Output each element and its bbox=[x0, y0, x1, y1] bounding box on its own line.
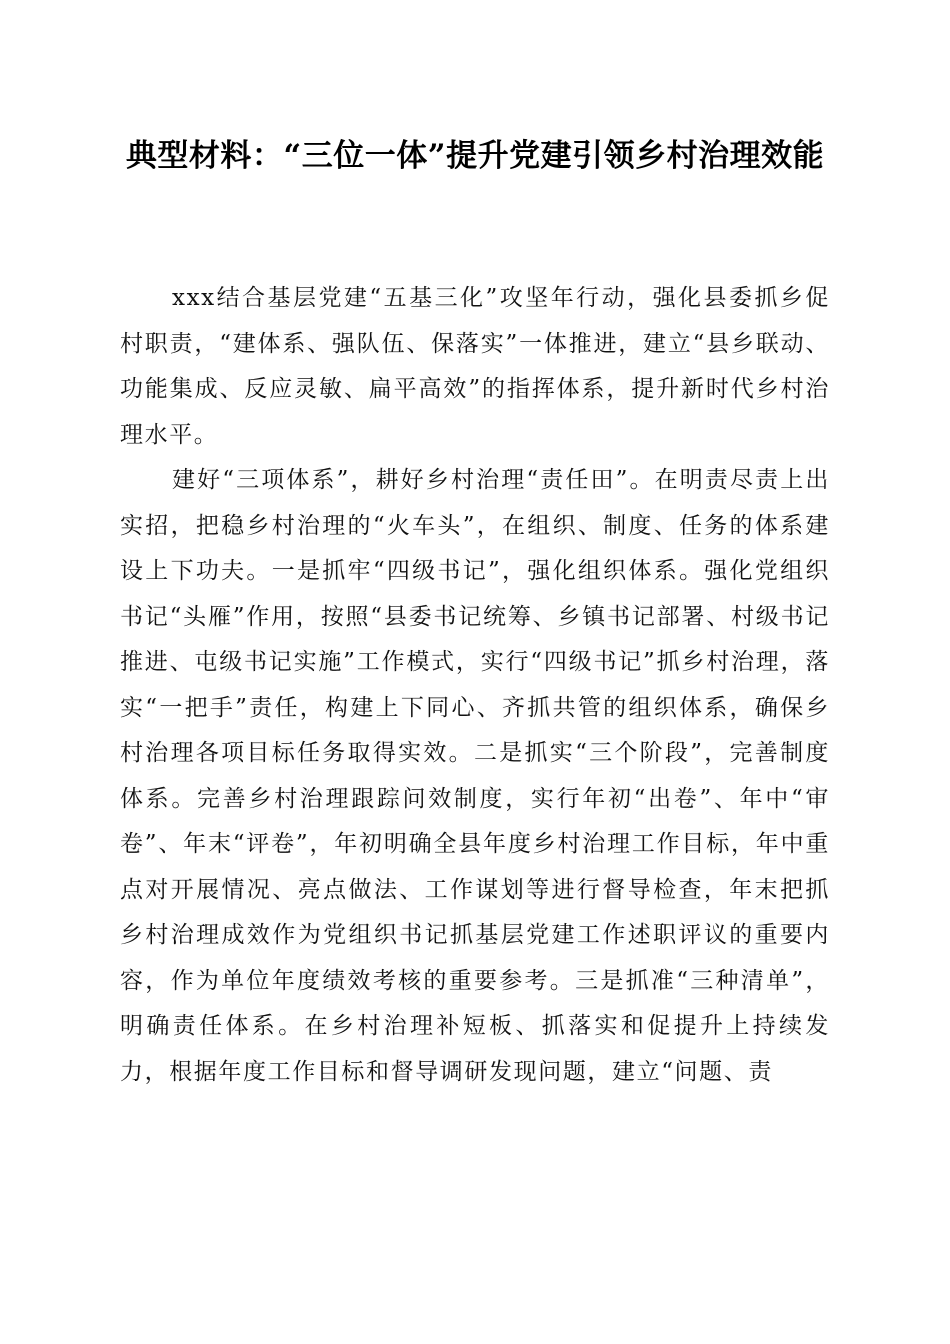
body-paragraph-three-systems: 建好“三项体系”，耕好乡村治理“责任田”。在明责尽责上出实招，把稳乡村治理的“火车头”，在组织、制度、任务的体系建设上下功夫。一是抓牢“四级书记”，强化组织体系。强化党组织书记“头雁”作用，按照“县委书记统筹、乡镇书记部署、村级书记推进、屯级书记实施”工作模式，实行“四级书记”抓乡村治理，落实“一把手”责任，构建上下同心、齐抓共管的组织体系，确保乡村治理各项目标任务取得实效。二是抓实“三个阶段”，完善制度体系。完善乡村治理跟踪问效制度，实行年初“出卷”、年中“审卷”、年末“评卷”，年初明确全县年度乡村治理工作目标，年中重点对开展情况、亮点做法、工作谋划等进行督导检查，年末把抓乡村治理成效作为党组织书记抓基层党建工作述职评议的重要内容，作为单位年度绩效考核的重要参考。三是抓准“三种清单”，明确责任体系。在乡村治理补短板、抓落实和促提升上持续发力，根据年度工作目标和督导调研发现问题，建立“问题、责 bbox=[120, 467, 830, 1085]
document-body bbox=[120, 276, 830, 1095]
document-title: 典型材料：“三位一体”提升党建引领乡村治理效能 bbox=[125, 138, 825, 174]
body-paragraph-intro: xxx结合基层党建“五基三化”攻坚年行动，强化县委抓乡促村职责，“建体系、强队伍、保落实”一体推进，建立“县乡联动、功能集成、反应灵敏、扁平高效”的指挥体系，提升新时代乡村治理水平。 bbox=[120, 285, 830, 448]
